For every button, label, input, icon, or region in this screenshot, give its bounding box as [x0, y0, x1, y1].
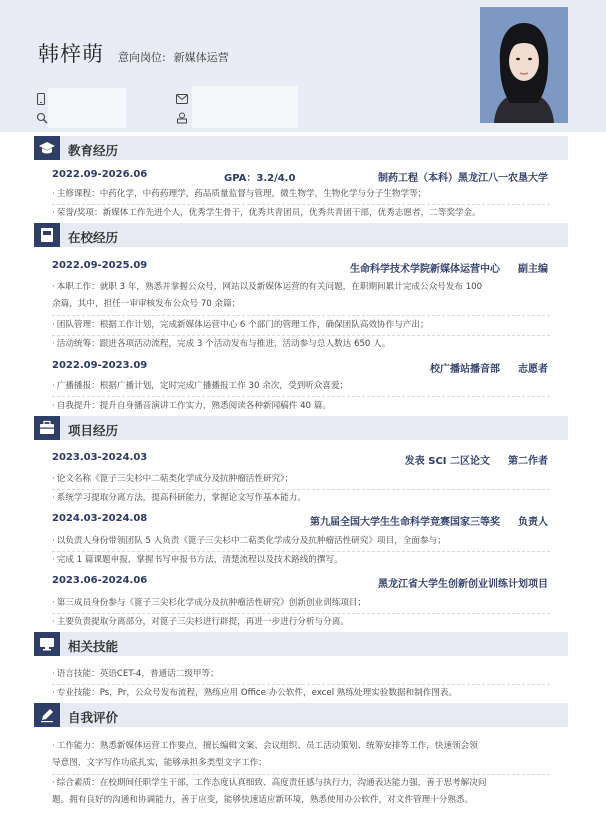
job-intent-value: 新媒体运营	[173, 51, 229, 64]
contact-redacted-left	[48, 88, 126, 128]
job-intent	[118, 49, 229, 65]
education-honors: · 荣誉/奖项：新媒体工作先进个人，优秀学生骨干，优秀共青团员，优秀共青团干部，优秀志愿者，二等奖学金。	[52, 208, 481, 218]
graduation-cap-icon	[34, 136, 60, 160]
divider	[52, 396, 550, 397]
list-item: · 本职工作：就职 3 年，熟悉并掌握公众号，网站以及新媒体运营的有关问题，在职期间累计完成公众号发布 100	[52, 282, 483, 292]
list-item: · 活动统筹：跟进各项活动流程，完成 3 个活动发布与推进，活动参与总人数达 650 人。	[52, 339, 391, 349]
project-row-3: 2023.06-2024.06 黑龙江省大学生创新创业训练计划项目	[52, 575, 548, 590]
phone-icon	[36, 93, 46, 108]
list-item: · 以负责人身份带领团队 5 人负责《篦子三尖杉中二萜类化学成分及抗肿瘤活性研究》项目，全面参与；	[52, 536, 446, 546]
section-title: 相关技能	[68, 639, 119, 654]
email-icon	[176, 94, 188, 107]
list-item: · 语言技能：英语CET-4，普通话二级甲等；	[52, 669, 219, 679]
briefcase-icon	[34, 416, 60, 440]
section-title: 在校经历	[68, 230, 119, 245]
list-item: · 主要负责提取分离部分，对篦子三尖杉进行辟提，再进一步进行分析与分离。	[52, 617, 349, 627]
list-item: 导意图，文字写作功底扎实，能够承担多类型文字工作；	[52, 758, 267, 768]
education-gpa: GPA：3.2/4.0	[224, 173, 296, 184]
campus-row-1: 2022.09-2025.09 生命科学技术学院新媒体运营中心 副主编	[52, 260, 548, 275]
project-row-2: 2024.03-2024.08 第九届全国大学生生命科学竞赛国家三等奖 负责人	[52, 513, 548, 528]
section-projects	[34, 416, 568, 440]
monitor-icon	[34, 632, 60, 656]
education-date: 2022.09-2026.06	[52, 169, 148, 180]
list-item: · 系统学习提取分离方法，提高科研能力，掌握论文写作基本能力。	[52, 493, 306, 503]
book-icon	[34, 223, 60, 247]
list-item: · 广播播报：根据广播计划，定时完成广播播报工作 30 余次，受到听众喜爱；	[52, 381, 349, 391]
section-campus	[34, 223, 568, 247]
job-intent-label: 意向岗位:	[118, 51, 166, 64]
list-item: · 完成 1 篇课题申报，掌握书写申报书方法，清楚流程以及技术路线的撰写。	[52, 555, 343, 565]
profile-photo	[480, 7, 568, 123]
section-education	[34, 136, 568, 160]
section-self-evaluation	[34, 703, 568, 727]
pen-icon	[34, 703, 60, 727]
user-icon	[176, 112, 188, 127]
contact-redacted-right	[192, 86, 298, 128]
list-item: · 自我提升：提升自身播音演讲工作实力，熟悉阅读各种新闻稿件 40 篇。	[52, 401, 331, 411]
list-item: · 工作能力：熟悉新媒体运营工作要点，擅长编辑文案、会议组织、员工活动策划、统筹安排等工作，快速领会领	[52, 741, 478, 751]
education-school: 制药工程（本科）黑龙江八一农垦大学	[378, 173, 548, 184]
project-row-1: 2023.03-2024.03 发表 SCI 二区论文 第二作者	[52, 452, 548, 467]
list-item: 余篇，其中，担任一审审核发布公众号 70 余篇；	[52, 299, 241, 309]
section-skills	[34, 632, 568, 656]
section-title: 自我评价	[68, 710, 119, 725]
list-item: 题。拥有良好的沟通和协调能力，善于应变，能够快速适应新环境，熟悉使用办公软件，对文件管理十分熟悉。	[52, 795, 474, 805]
education-courses: · 主修课程：中药化学，中药药理学，药品质量监督与管理，微生物学，生物化学与分子生物学等；	[52, 189, 427, 199]
campus-row-2: 2022.09-2023.09 校广播站播音部 志愿者	[52, 360, 548, 375]
section-title: 教育经历	[68, 143, 119, 158]
list-item: · 第三成员身份参与《篦子三尖杉化学成分及抗肿瘤活性研究》创新创业训练项目；	[52, 598, 367, 608]
candidate-name: 韩梓萌	[38, 42, 104, 66]
education-row	[52, 169, 548, 183]
divider	[52, 315, 550, 316]
list-item: · 论文名称《篦子三尖杉中二萜类化学成分及抗肿瘤活性研究》；	[52, 474, 294, 484]
list-item: · 综合素质：在校期间任职学生干部，工作态度认真细致、高度责任感与执行力，沟通表达能力强，善于思考解决问	[52, 778, 487, 788]
list-item: · 专业技能：Ps，Pr，公众号发布流程，熟练应用 Office 办公软件，excel 熟练处理实验数据和制作图表。	[52, 688, 458, 698]
section-title: 项目经历	[68, 423, 119, 438]
location-icon	[36, 112, 48, 127]
list-item: · 团队管理：根据工作计划，完成新媒体运营中心 6 个部门的管理工作，确保团队高效协作与产出；	[52, 320, 429, 330]
